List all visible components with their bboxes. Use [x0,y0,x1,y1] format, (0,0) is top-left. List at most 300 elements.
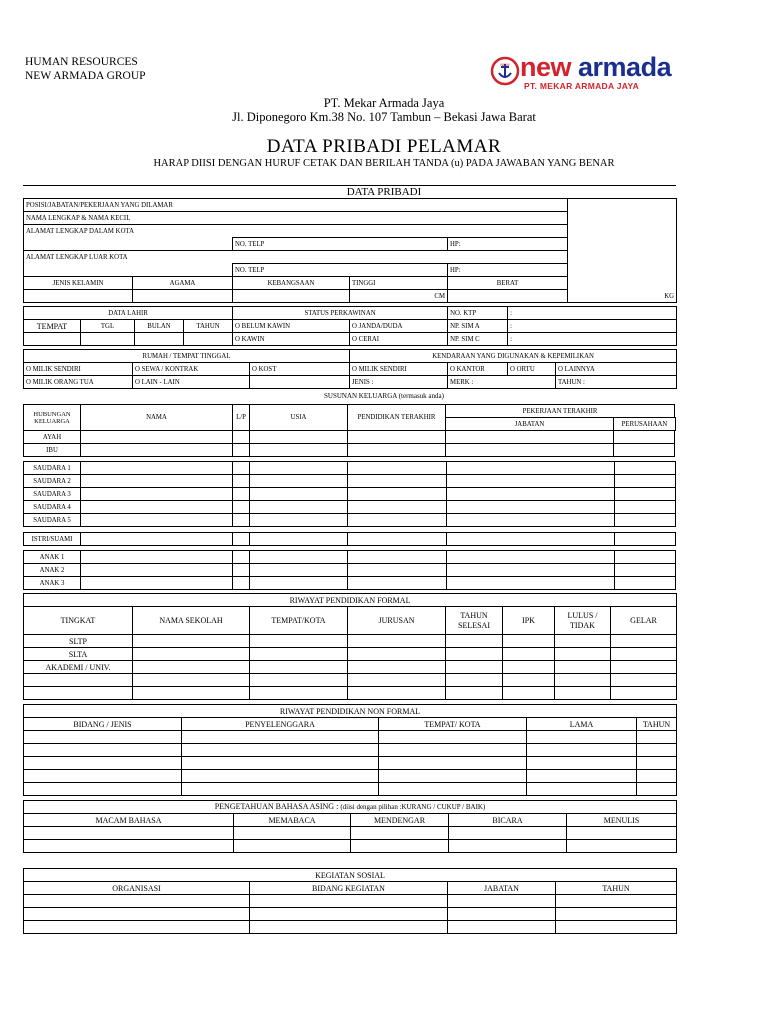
cell[interactable] [250,475,348,488]
personal-data-table [23,198,677,303]
position-field[interactable]: POSISI/JABATAN/PEKERJAAN YANG DILAMAR [24,199,568,212]
cell[interactable] [133,687,250,700]
cell[interactable] [555,661,611,674]
cell[interactable] [24,757,182,770]
cell[interactable] [614,577,675,590]
cell[interactable] [233,533,250,546]
siblings-table [23,461,676,527]
table-row [24,648,677,661]
cell[interactable] [637,731,677,744]
cell[interactable] [449,827,567,840]
cell[interactable] [446,462,614,475]
logo-subtitle: PT. MEKAR ARMADA JAYA [524,81,640,91]
cell[interactable] [182,757,379,770]
duration-header: LAMA [527,718,637,731]
cell[interactable] [233,514,250,527]
cell[interactable] [637,744,677,757]
cell[interactable] [448,908,556,921]
relation-cell: ISTRI/SUAMI [24,533,81,546]
cell[interactable] [446,514,614,527]
year-done-header: TAHUN SELESAI [446,607,503,635]
cell[interactable] [24,674,133,687]
gender-input[interactable] [24,290,133,303]
photo-box [568,199,677,303]
table-row [24,577,676,590]
cell[interactable] [555,674,611,687]
cell[interactable] [611,648,677,661]
cell[interactable] [527,783,637,796]
height-label: TINGGI [350,277,448,290]
pass-header: LULUS / TIDAK [555,607,611,635]
cell[interactable] [348,462,446,475]
cell[interactable] [446,444,614,457]
cell[interactable] [351,827,449,840]
cell[interactable] [611,661,677,674]
name-field[interactable]: NAMA LENGKAP & NAMA KECIL [24,212,568,225]
cell[interactable] [503,674,555,687]
cell[interactable] [81,514,233,527]
cell[interactable] [611,635,677,648]
logo-word-armada: armada [578,52,672,82]
social-title: KEGIATAN SOSIAL [24,869,677,882]
cell[interactable] [182,744,379,757]
language-table [23,800,677,853]
major-header: JURUSAN [348,607,446,635]
birth-month-input[interactable] [135,333,184,346]
education-header: PENDIDIKAN TERAKHIR [348,405,446,431]
cell[interactable] [446,488,614,501]
cell[interactable] [446,475,614,488]
formal-edu-title: RIWAYAT PENDIDIKAN FORMAL [24,594,677,607]
cell[interactable] [250,514,348,527]
cell[interactable] [24,921,250,934]
address-city-blank[interactable] [24,238,233,251]
gpa-header: IPK [503,607,555,635]
cell[interactable] [446,577,614,590]
speak-header: BICARA [449,814,567,827]
sim-a-label: NP. SIM A [448,320,508,333]
family-table [23,404,676,457]
social-position-header: JABATAN [448,882,556,895]
page-subtitle: HARAP DIISI DENGAN HURUF CETAK DAN BERILAH TANDA (u) PADA JAWABAN YANG BENAR [153,158,615,169]
sim-c-input[interactable]: : [508,333,677,346]
family-title: SUSUNAN KELUARGA [324,392,397,400]
activity-field-header: BIDANG KEGIATAN [250,882,448,895]
table-row [24,757,677,770]
table-row [24,551,676,564]
cell[interactable] [503,687,555,700]
house-rent-option[interactable]: O SEWA / KONTRAK [133,363,250,376]
personal-section-title: DATA PRIBADI [346,186,422,198]
table-row [24,687,677,700]
cell[interactable] [567,840,677,853]
cell[interactable] [234,840,351,853]
table-row [24,533,676,546]
hp-field-2[interactable]: HP: [448,264,568,277]
level-cell: SLTA [24,648,133,661]
cell[interactable] [446,551,614,564]
cell[interactable] [614,551,675,564]
cell[interactable] [81,551,233,564]
cell[interactable] [81,564,233,577]
ktp-label: NO. KTP [448,307,508,320]
cell[interactable] [614,462,675,475]
language-title: PENGETAHUAN BAHASA ASING : [214,802,339,811]
cell[interactable] [133,661,250,674]
cell[interactable] [446,564,614,577]
cell[interactable] [182,731,379,744]
cell[interactable] [81,462,233,475]
department-block [25,55,146,83]
emblem-text: NEW [500,62,510,67]
table-row [24,462,676,475]
married-option[interactable]: O KAWIN [233,333,350,346]
cell[interactable] [133,635,250,648]
table-row [24,564,676,577]
cell[interactable] [250,687,348,700]
social-year-header: TAHUN [556,882,677,895]
relation-cell: AYAH [24,431,81,444]
table-row [24,840,677,853]
address-outside-field[interactable]: ALAMAT LENGKAP LUAR KOTA [24,251,568,264]
address-city-field[interactable]: ALAMAT LENGKAP DALAM KOTA [24,225,568,238]
phone-field[interactable]: NO. TELP [233,238,448,251]
cell[interactable] [348,501,446,514]
relation-cell: IBU [24,444,81,457]
vehicle-office-option[interactable]: O KANTOR [448,363,508,376]
cell[interactable] [379,744,527,757]
cell[interactable] [614,514,675,527]
cell[interactable] [379,757,527,770]
vehicle-year-field[interactable]: TAHUN : [556,376,677,389]
cell[interactable] [555,687,611,700]
cell[interactable] [348,635,446,648]
table-row [24,908,677,921]
widowed-option[interactable]: O JANDA/DUDA [350,320,448,333]
cell[interactable] [348,577,446,590]
cell[interactable] [527,770,637,783]
cell[interactable] [449,840,567,853]
house-other-option[interactable]: O LAIN - LAIN [133,376,250,389]
cell[interactable] [182,783,379,796]
cell[interactable] [24,908,250,921]
sex-header: L/P [233,405,250,431]
cell[interactable] [448,921,556,934]
gender-label: JENIS KELAMIN [24,277,133,290]
cell[interactable] [348,648,446,661]
social-activities-table [23,868,677,934]
company-address: Jl. Diponegoro Km.38 No. 107 Tambun – Bekasi Jawa Barat [232,110,536,124]
house-parents-option[interactable]: O MILIK ORANG TUA [24,376,133,389]
cell[interactable] [503,648,555,661]
write-header: MENULIS [567,814,677,827]
cell[interactable] [348,687,446,700]
cell[interactable] [614,431,675,444]
cell[interactable] [250,564,348,577]
table-row [24,661,677,674]
cell[interactable] [250,501,348,514]
table-row [24,731,677,744]
housing-vehicle-table [23,349,677,389]
cell[interactable] [637,757,677,770]
cell[interactable] [446,501,614,514]
religion-label: AGAMA [133,277,233,290]
cell[interactable] [182,770,379,783]
table-row [24,770,677,783]
divorced-option[interactable]: O CERAI [350,333,448,346]
vehicle-other-option[interactable]: O LAINNYA [556,363,677,376]
cell[interactable] [555,635,611,648]
cell[interactable] [250,674,348,687]
cell[interactable] [24,895,250,908]
cell[interactable] [81,475,233,488]
table-row [24,744,677,757]
table-row [24,514,676,527]
cell[interactable] [348,564,446,577]
job-position-header: JABATAN [446,418,614,431]
house-blank [250,376,350,389]
cell[interactable] [611,687,677,700]
cell[interactable] [250,551,348,564]
cell[interactable] [233,488,250,501]
cell[interactable] [527,744,637,757]
age-header: USIA [250,405,348,431]
cell[interactable] [348,533,446,546]
cell[interactable] [527,757,637,770]
table-row [24,444,676,457]
cell[interactable] [81,431,233,444]
spouse-table [23,532,676,546]
cell[interactable] [614,501,675,514]
cell[interactable] [234,827,351,840]
formal-education-table [23,593,677,700]
cell[interactable] [614,533,675,546]
cell[interactable] [24,827,234,840]
cell[interactable] [446,687,503,700]
table-row [24,674,677,687]
anchor-emblem-icon [490,56,520,86]
cell[interactable] [614,488,675,501]
relation-header: HUBUNGAN KELUARGA [24,405,81,431]
read-header: MEMABACA [234,814,351,827]
language-note: (diisi dengan pilihan :KURANG / CUKUP / BAIK) [340,803,486,811]
relation-cell: ANAK 3 [24,577,81,590]
cell[interactable] [81,501,233,514]
birth-data-label: DATA LAHIR [24,307,233,320]
cell[interactable] [250,577,348,590]
relation-cell: SAUDARA 4 [24,501,81,514]
cell[interactable] [250,462,348,475]
cell[interactable] [503,635,555,648]
cell[interactable] [611,674,677,687]
cell[interactable] [637,783,677,796]
table-row [24,895,677,908]
cell[interactable] [250,635,348,648]
language-header: MACAM BAHASA [24,814,234,827]
organizer-header: PENYELENGGARA [182,718,379,731]
height-unit[interactable]: CM [350,290,448,303]
nf-place-header: TEMPAT/ KOTA [379,718,527,731]
ktp-input[interactable]: : [508,307,677,320]
cell[interactable] [348,674,446,687]
cell[interactable] [555,648,611,661]
field-header: BIDANG / JENIS [24,718,182,731]
cell[interactable] [233,551,250,564]
cell[interactable] [446,661,503,674]
sim-a-input[interactable]: : [508,320,677,333]
birth-year-input[interactable] [184,333,233,346]
cell[interactable] [24,840,234,853]
cell[interactable] [24,687,133,700]
cell[interactable] [556,921,677,934]
weight-unit[interactable]: KG [448,290,677,303]
vehicle-own-option[interactable]: O MILIK SENDIRI [350,363,448,376]
cell[interactable] [503,661,555,674]
cell[interactable] [233,577,250,590]
cell[interactable] [250,488,348,501]
cell[interactable] [250,908,448,921]
cell[interactable] [614,564,675,577]
cell[interactable] [446,431,614,444]
cell[interactable] [81,444,233,457]
family-note: (termasuk anda) [398,392,444,400]
cell[interactable] [446,674,503,687]
house-own-option[interactable]: O MILIK SENDIRI [24,363,133,376]
cell[interactable] [637,770,677,783]
birth-date-label: TGL [81,320,135,333]
nf-year-header: TAHUN [637,718,677,731]
cell[interactable] [250,533,348,546]
vehicle-type-field[interactable]: JENIS : [350,376,448,389]
cell[interactable] [250,648,348,661]
cell[interactable] [379,770,527,783]
housing-title: RUMAH / TEMPAT TINGGAL [24,350,350,363]
nonformal-edu-title: RIWAYAT PENDIDIKAN NON FORMAL [24,705,677,718]
cell[interactable] [81,577,233,590]
religion-input[interactable] [133,290,233,303]
cell[interactable] [448,895,556,908]
vehicle-parent-option[interactable]: O ORTU [508,363,556,376]
relation-cell: SAUDARA 3 [24,488,81,501]
cell[interactable] [233,475,250,488]
family-section-title [0,392,768,400]
table-row [24,501,676,514]
marital-status-label: STATUS PERKAWINAN [233,307,448,320]
birth-marital-table [23,306,677,346]
cell[interactable] [233,444,250,457]
birth-date-input[interactable] [81,333,135,346]
table-row [24,488,676,501]
table-row [24,827,677,840]
cell[interactable] [250,661,348,674]
children-table [23,550,676,590]
house-kost-option[interactable]: O KOST [250,363,350,376]
table-row [24,431,676,444]
phone-field-2[interactable]: NO. TELP [233,264,448,277]
cell[interactable] [446,648,503,661]
cell[interactable] [24,744,182,757]
degree-header: GELAR [611,607,677,635]
job-company-header: PERUSAHAAN [614,418,676,431]
cell[interactable] [614,475,675,488]
cell[interactable] [250,895,448,908]
cell[interactable] [250,921,448,934]
cell[interactable] [348,444,446,457]
cell[interactable] [24,783,182,796]
nonformal-education-table [23,704,677,796]
cell[interactable] [527,731,637,744]
name-header: NAMA [81,405,233,431]
page-title: DATA PRIBADI PELAMAR [266,136,502,157]
cell[interactable] [250,431,348,444]
logo-word-new: new [520,52,572,82]
department-line-2: NEW ARMADA GROUP [25,70,146,82]
cell[interactable] [379,783,527,796]
cell[interactable] [556,908,677,921]
logo-wordmark [520,52,671,83]
cell[interactable] [348,551,446,564]
cell[interactable] [233,564,250,577]
address-outside-blank[interactable] [24,264,233,277]
cell[interactable] [351,840,449,853]
nationality-label: KEBANGSAAN [233,277,350,290]
cell[interactable] [81,488,233,501]
relation-cell: ANAK 2 [24,564,81,577]
listen-header: MENDENGAR [351,814,449,827]
table-row [24,475,676,488]
birth-place-label: TEMPAT [24,320,81,333]
weight-label: BERAT [448,277,568,290]
table-row [24,783,677,796]
language-title-cell [24,801,677,814]
relation-cell: SAUDARA 5 [24,514,81,527]
cell[interactable] [348,488,446,501]
org-header: ORGANISASI [24,882,250,895]
cell[interactable] [614,444,675,457]
cell[interactable] [24,731,182,744]
single-option[interactable]: O BELUM KAWIN [233,320,350,333]
cell[interactable] [348,661,446,674]
birth-place-input[interactable] [24,333,81,346]
last-job-header: PEKERJAAN TERAKHIR [446,405,675,418]
cell[interactable] [348,475,446,488]
sim-c-label: NP. SIM C [448,333,508,346]
level-cell: AKADEMI / UNIV. [24,661,133,674]
cell[interactable] [233,501,250,514]
cell[interactable] [81,533,233,546]
nationality-input[interactable] [233,290,350,303]
cell[interactable] [379,731,527,744]
cell[interactable] [233,462,250,475]
cell[interactable] [348,514,446,527]
birth-year-label: TAHUN [184,320,233,333]
cell[interactable] [348,431,446,444]
hp-field[interactable]: HP: [448,238,568,251]
cell[interactable] [133,674,250,687]
cell[interactable] [24,770,182,783]
cell[interactable] [233,431,250,444]
vehicle-title: KENDARAAN YANG DIGUNAKAN & KEPEMILIKAN [350,350,677,363]
vehicle-brand-field[interactable]: MERK : [448,376,556,389]
cell[interactable] [446,533,614,546]
cell[interactable] [446,635,503,648]
level-cell: SLTP [24,635,133,648]
place-header: TEMPAT/KOTA [250,607,348,635]
cell[interactable] [250,444,348,457]
cell[interactable] [556,895,677,908]
cell[interactable] [133,648,250,661]
cell[interactable] [567,827,677,840]
